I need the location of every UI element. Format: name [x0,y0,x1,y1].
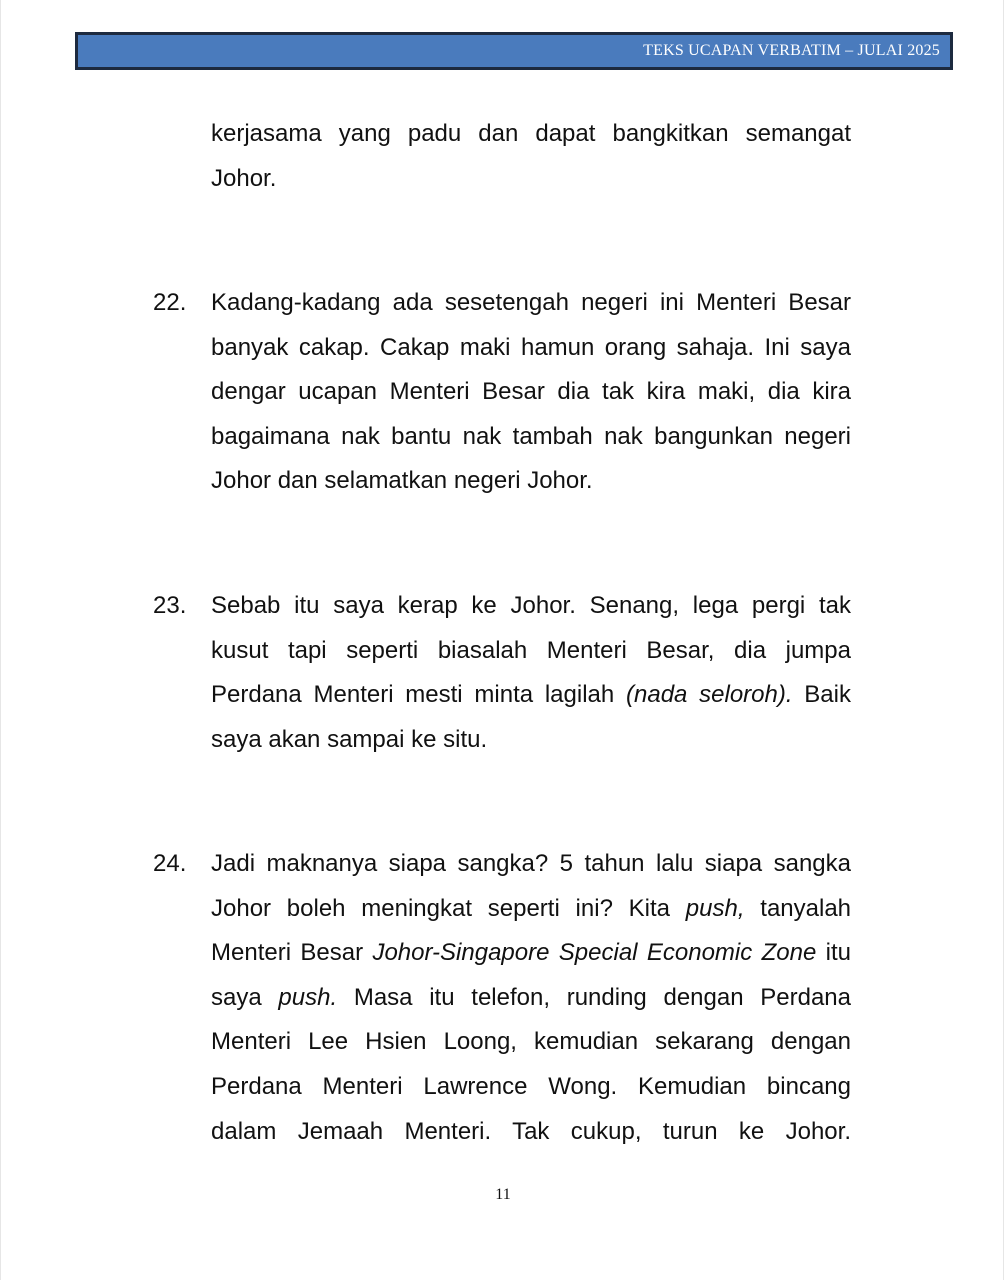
text-segment: Baik saya akan sampai ke situ. [211,681,851,753]
paragraph-text: Kadang-kadang ada sesetengah negeri ini Menteri Besar banyak cakap. Cakap maki hamun orang sahaja. Ini saya dengar ucapan Menteri Besar dia tak kira maki, dia kira bagaimana nak bantu nak tambah nak bangunkan negeri Johor dan selamatkan negeri Johor. [211,289,851,495]
paragraph-23 [151,584,851,762]
header-title: TEKS UCAPAN VERBATIM – JULAI 2025 [643,42,940,59]
italic-segment: push, [685,894,745,922]
italic-segment: (nada seloroh). [626,681,793,709]
paragraph-text [211,842,851,1154]
paragraph-text [211,584,851,762]
italic-segment: push. [278,983,338,1011]
italic-segment: Johor-Singapore Special Economic Zone [372,939,817,967]
header-bar [75,32,953,70]
paragraph-text: kerjasama yang padu dan dapat bangkitkan semangat Johor. [211,120,851,192]
page-number: 11 [495,1186,511,1203]
paragraph-number: 22. [153,289,187,316]
text-segment: Masa itu telefon, runding dengan Perdana Menteri Lee Hsien Loong, kemudian sekarang dengan Perdana Menteri Lawrence Wong. Kemudian bincang dalam Jemaah Menteri. Tak cukup, turun ke Johor. [211,983,851,1145]
text-segment: itu saya [211,939,852,1011]
text-segment: Sebab itu saya kerap ke Johor. Senang, lega pergi tak kusut tapi seperti biasalah Menteri Besar, dia jumpa Perdana Menteri mesti minta lagilah [211,592,851,709]
paragraph-number: 24. [153,850,187,877]
paragraph-24 [151,842,851,1154]
text-segment: Jadi maknanya siapa sangka? 5 tahun lalu siapa sangka Johor boleh meningkat seperti ini? Kita [211,850,851,922]
paragraph-continuation [151,112,851,201]
paragraph-22 [151,281,851,504]
text-segment: tanyalah Menteri Besar [211,894,852,967]
paragraph-number: 23. [153,592,187,619]
